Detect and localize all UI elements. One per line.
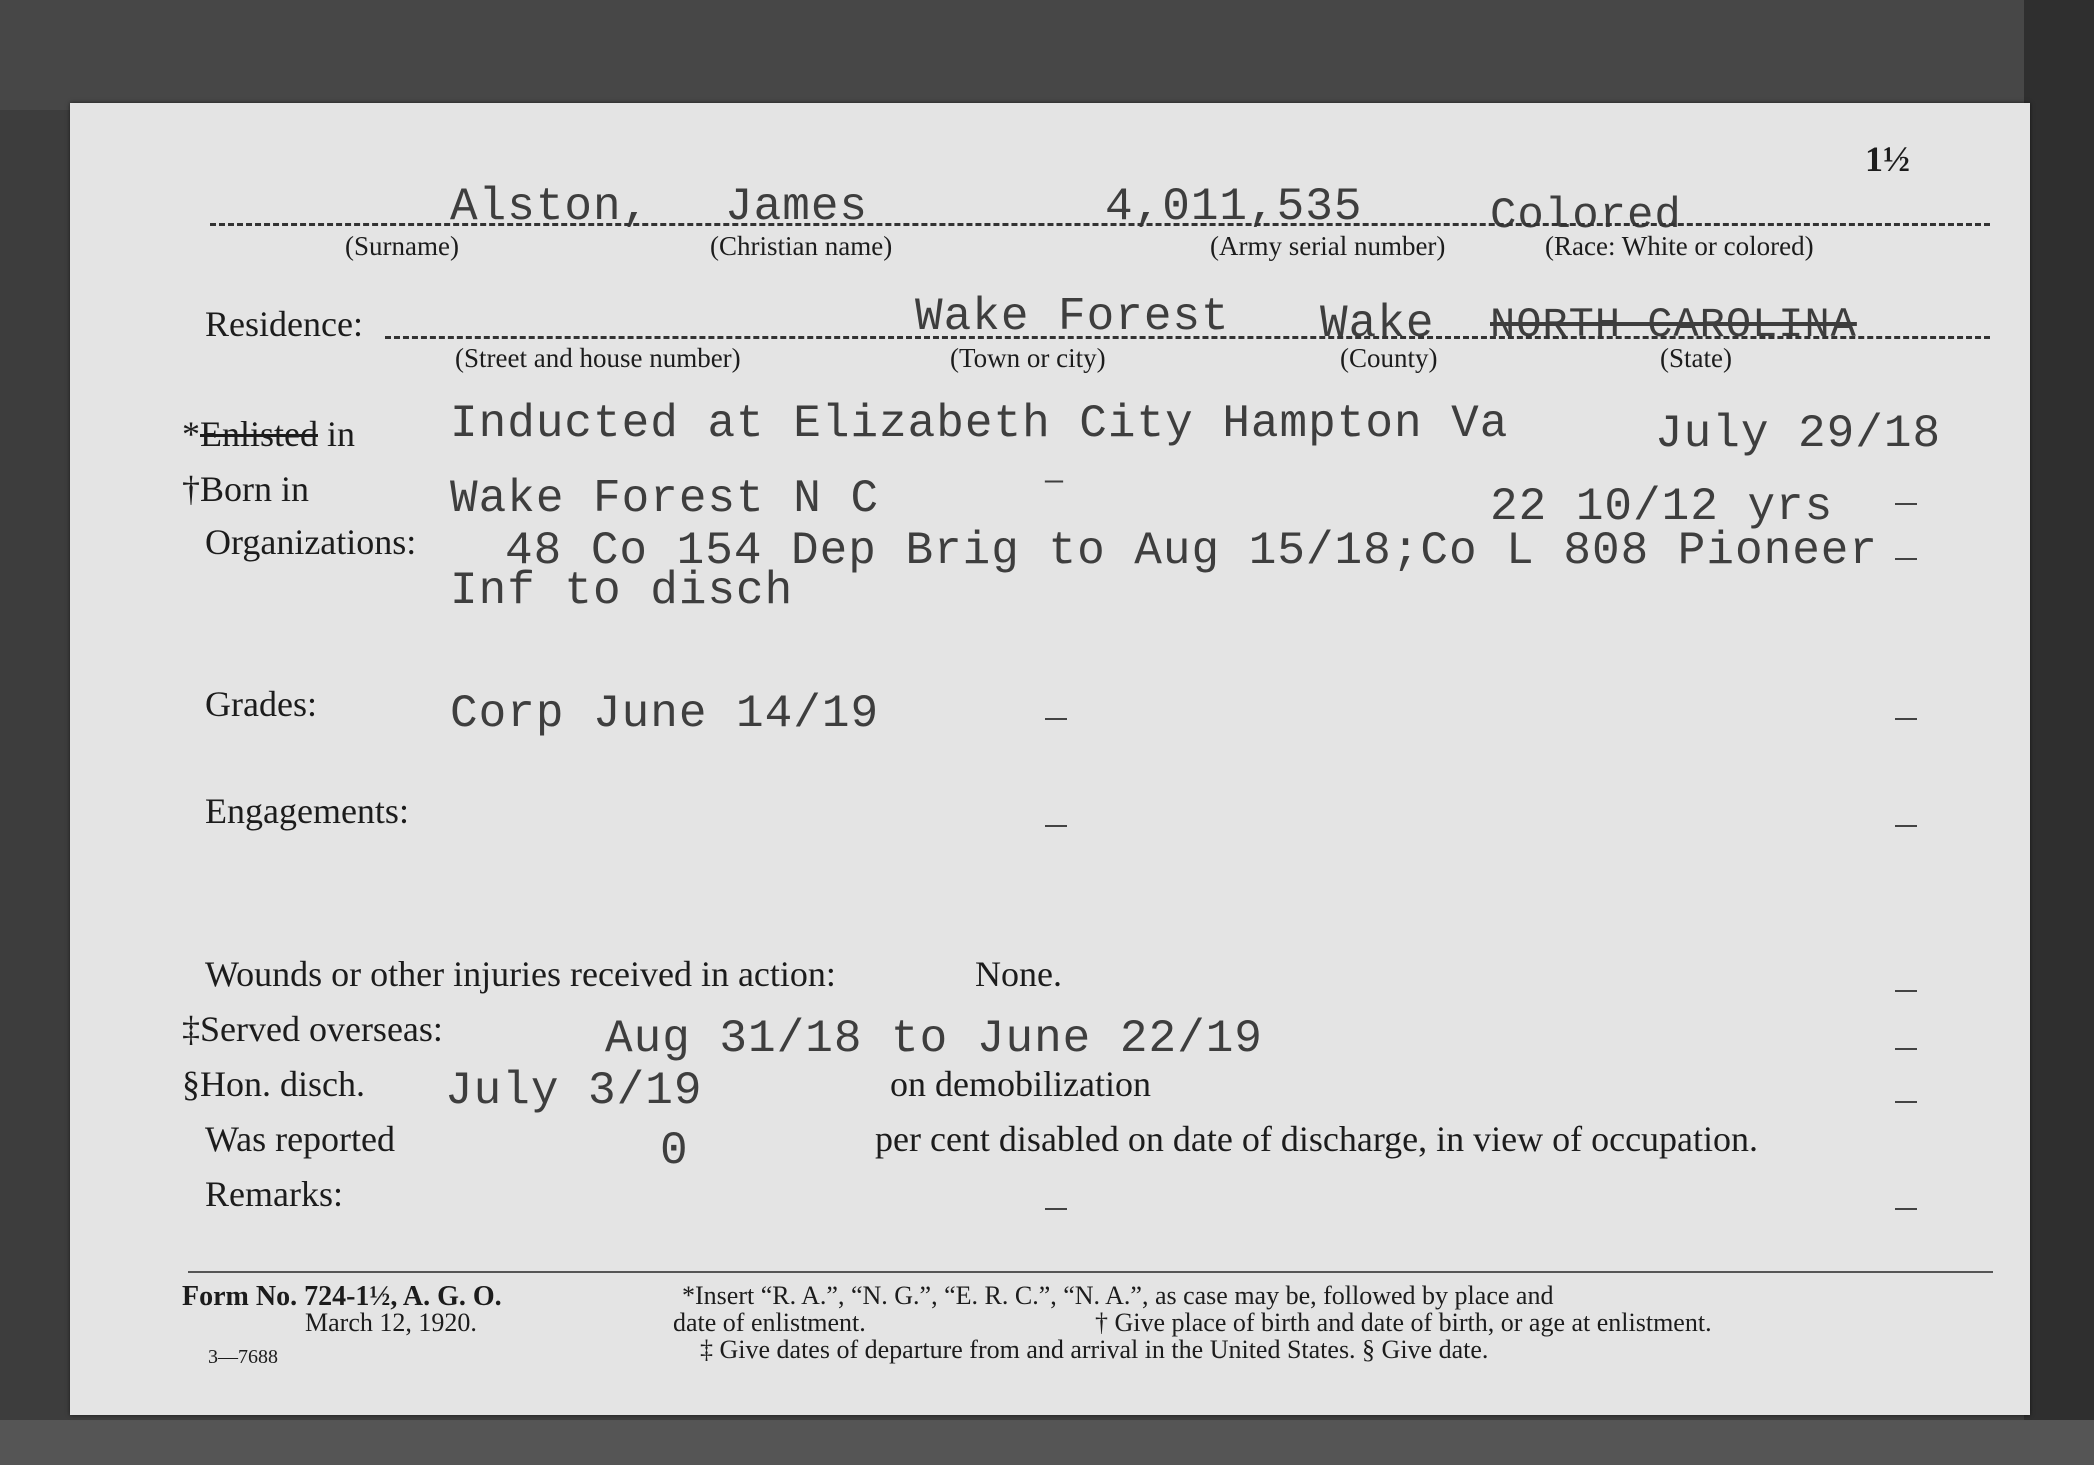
scan-background-bottom <box>0 1420 2094 1465</box>
form-number: Form No. 724-1½, A. G. O. <box>182 1281 502 1312</box>
was-reported-value: 0 <box>660 1125 689 1177</box>
hon-disch-label <box>182 1063 365 1105</box>
margin-mark <box>1045 718 1067 720</box>
serial-number-value: 4,011,535 <box>1105 181 1363 233</box>
enlisted-label <box>182 413 355 455</box>
was-reported-text: per cent disabled on date of discharge, in view of occupation. <box>875 1119 1759 1159</box>
margin-mark <box>1895 1208 1917 1210</box>
served-label-text: Served overseas: <box>200 1009 443 1049</box>
organizations-line-1: 48 Co 154 Dep Brig to Aug 15/18;Co L 808 Pioneer <box>505 525 1879 577</box>
caption-surname: (Surname) <box>345 231 459 261</box>
race-value: Colored <box>1490 191 1682 241</box>
served-overseas-value: Aug 31/18 to June 22/19 <box>605 1013 1263 1065</box>
footnote-line-3: ‡ Give dates of departure from and arrival in the United States. § Give date. <box>700 1335 1489 1364</box>
margin-mark <box>1895 503 1917 505</box>
born-age: 22 10/12 yrs <box>1490 481 1834 533</box>
born-label <box>182 468 309 510</box>
margin-mark <box>1895 990 1917 992</box>
caption-serial-number: (Army serial number) <box>1210 231 1446 261</box>
form-date: March 12, 1920. <box>305 1308 477 1337</box>
engagements-label: Engagements: <box>205 791 409 831</box>
hon-disch-marker: § <box>182 1064 200 1104</box>
wounds-label: Wounds or other injuries received in action: <box>205 954 836 994</box>
remarks-label: Remarks: <box>205 1174 343 1214</box>
hon-disch-text: on demobilization <box>890 1064 1151 1104</box>
born-mid-dash: — <box>1045 465 1065 499</box>
margin-mark <box>1045 1208 1067 1210</box>
scan-background-top <box>0 0 2094 110</box>
born-marker: † <box>182 469 200 509</box>
hon-disch-label-text: Hon. disch. <box>200 1064 365 1104</box>
served-overseas-label <box>182 1008 443 1050</box>
margin-mark <box>1045 825 1067 827</box>
margin-mark <box>1895 1048 1917 1050</box>
residence-county: Wake <box>1320 298 1435 350</box>
enlisted-date: July 29/18 <box>1655 408 1942 460</box>
caption-county: (County) <box>1340 343 1438 373</box>
wounds-value: None. <box>975 954 1062 994</box>
residence-label: Residence: <box>205 304 363 344</box>
grades-label: Grades: <box>205 684 317 724</box>
margin-mark <box>1895 718 1917 720</box>
enlisted-struck-word: Enlisted <box>200 414 318 454</box>
print-code: 3—7688 <box>208 1346 278 1368</box>
enlisted-value: Inducted at Elizabeth City Hampton Va <box>450 398 1509 450</box>
residence-town: Wake Forest <box>915 291 1230 343</box>
margin-mark <box>1895 1101 1917 1103</box>
enlisted-label-tail: in <box>317 414 355 454</box>
corner-number: 1½ <box>1865 139 1910 179</box>
surname-value: Alston, <box>450 181 651 233</box>
born-label-text: Born in <box>200 469 310 509</box>
scan-background-right <box>2024 0 2094 1465</box>
organizations-line-2: Inf to disch <box>450 565 794 617</box>
caption-race: (Race: White or colored) <box>1545 231 1814 261</box>
residence-state: NORTH CAROLINA <box>1490 301 1857 349</box>
margin-mark <box>1895 558 1917 560</box>
footnote-line-2a: date of enlistment. <box>673 1308 866 1337</box>
header-rule <box>210 223 1990 226</box>
caption-town: (Town or city) <box>950 343 1106 373</box>
margin-mark <box>1895 825 1917 827</box>
was-reported-label: Was reported <box>205 1119 396 1159</box>
christian-name-value: James <box>725 181 869 233</box>
enlisted-marker: * <box>182 414 200 454</box>
hon-disch-date: July 3/19 <box>445 1065 703 1117</box>
caption-street: (Street and house number) <box>455 343 741 373</box>
organizations-label: Organizations: <box>205 522 417 562</box>
service-record-card <box>70 103 2030 1415</box>
born-value: Wake Forest N C <box>450 473 880 525</box>
footer-rule <box>188 1271 1993 1273</box>
residence-rule <box>385 336 1990 339</box>
grades-value: Corp June 14/19 <box>450 688 880 740</box>
footnote-line-2b: † Give place of birth and date of birth, or age at enlistment. <box>1095 1308 1712 1337</box>
served-marker: ‡ <box>182 1009 200 1049</box>
caption-christian-name: (Christian name) <box>710 231 893 261</box>
footnote-line-1: *Insert “R. A.”, “N. G.”, “E. R. C.”, “N. A.”, as case may be, followed by place and <box>682 1281 1554 1310</box>
caption-state: (State) <box>1660 343 1732 373</box>
